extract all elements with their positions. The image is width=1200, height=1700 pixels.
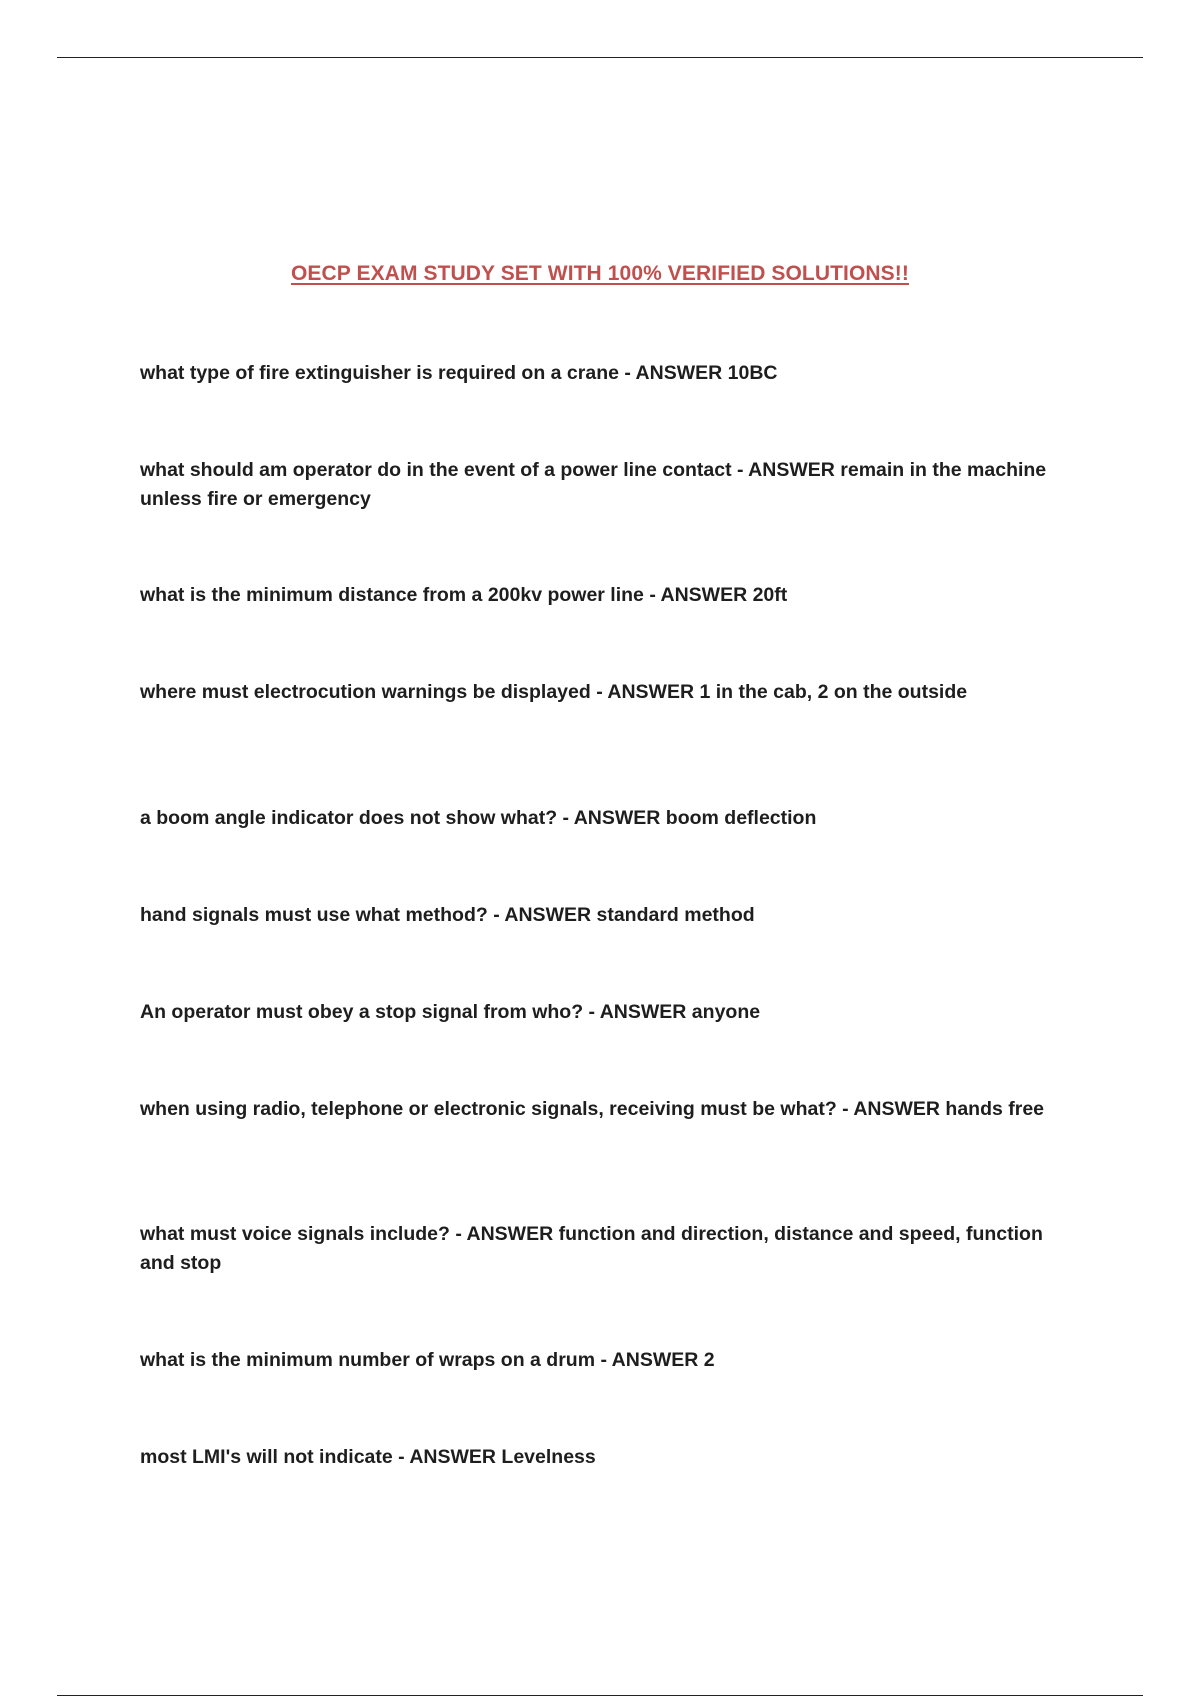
qa-item-11: most LMI's will not indicate - ANSWER Levelness bbox=[140, 1446, 596, 1468]
top-rule bbox=[57, 57, 1143, 58]
qa-item-10: what is the minimum number of wraps on a drum - ANSWER 2 bbox=[140, 1349, 715, 1371]
bottom-rule bbox=[57, 1695, 1143, 1696]
qa-item-8: when using radio, telephone or electronic signals, receiving must be what? - ANSWER hands free bbox=[140, 1098, 1045, 1120]
qa-item-3: what is the minimum distance from a 200kv power line - ANSWER 20ft bbox=[140, 584, 788, 606]
qa-item-6: hand signals must use what method? - ANSWER standard method bbox=[140, 904, 755, 926]
qa-item-1: what type of fire extinguisher is required on a crane - ANSWER 10BC bbox=[140, 362, 778, 384]
qa-item-9: what must voice signals include? - ANSWER function and direction, distance and speed, function and stop bbox=[140, 1223, 1043, 1274]
document-title: OECP EXAM STUDY SET WITH 100% VERIFIED SOLUTIONS!! bbox=[291, 262, 909, 285]
qa-item-2: what should am operator do in the event of a power line contact - ANSWER remain in the machine unless fire or emergency bbox=[140, 459, 1047, 510]
qa-item-5: a boom angle indicator does not show what? - ANSWER boom deflection bbox=[140, 807, 817, 829]
qa-item-4: where must electrocution warnings be displayed - ANSWER 1 in the cab, 2 on the outside bbox=[140, 681, 968, 703]
qa-item-7: An operator must obey a stop signal from who? - ANSWER anyone bbox=[140, 1001, 761, 1023]
